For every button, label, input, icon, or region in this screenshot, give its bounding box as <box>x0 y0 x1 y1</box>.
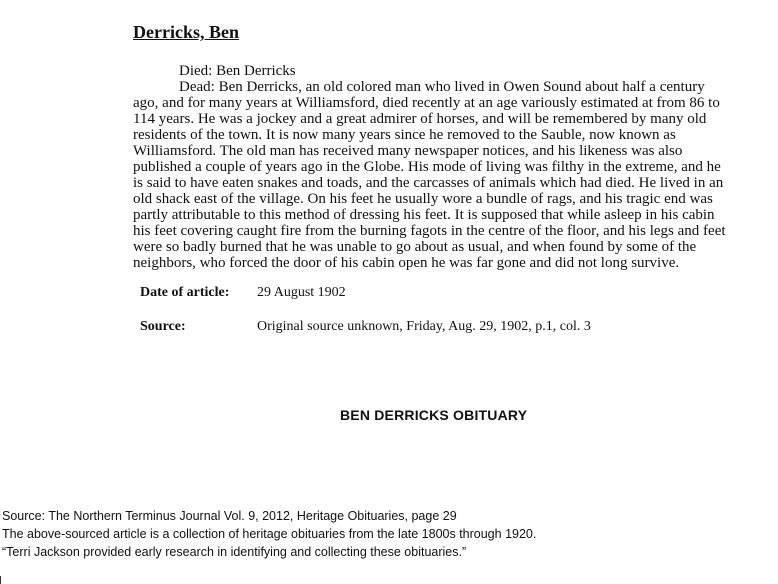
footer-notes <box>2 507 536 561</box>
footer-credit-line: “Terri Jackson provided early research in identifying and collecting these obituaries.” <box>2 545 467 559</box>
footer-source-line: Source: The Northern Terminus Journal Vol. 9, 2012, Heritage Obituaries, page 29 <box>2 509 457 523</box>
article-meta <box>133 285 733 353</box>
edge-divider <box>0 576 1 584</box>
image-caption: BEN DERRICKS OBITUARY <box>340 407 528 423</box>
footer-collection-line: The above-sourced article is a collection of heritage obituaries from the late 1800s through 1920. <box>2 527 537 541</box>
date-row <box>133 285 733 319</box>
obituary-document <box>133 20 733 353</box>
obituary-heading: Derricks, Ben <box>133 22 239 42</box>
date-label: Date of article: <box>140 285 230 300</box>
date-value: 29 August 1902 <box>257 285 346 300</box>
source-row <box>133 319 733 353</box>
source-label: Source: <box>140 319 186 334</box>
source-value: Original source unknown, Friday, Aug. 29, 1902, p.1, col. 3 <box>257 319 591 334</box>
obituary-body: Dead: Ben Derricks, an old colored man who lived in Owen Sound about half a century ago, and for many years at Williamsford, died recently at an age variously estimated at from 86 to 114 years. He was a jockey and a great admirer of horses, and will be remembered by many old residents of the town. It is now many years since he removed to the Sauble, now known as Williamsford. The old man has received many newspaper notices, and his likeness was also published a couple of years ago in the Globe. His mode of living was filthy in the extreme, and he is said to have eaten snakes and toads, and the carcasses of animals which had died. He lived in an old shack east of the village. On his feet he usually wore a bundle of rags, and his tragic end was partly attributable to this method of dressing his feet. It is supposed that while asleep in his cabin his feet covering caught fire from the burning fagots in the centre of the floor, and his legs and feet were so badly burned that he was unable to go about as usual, and when found by some of the neighbors, who forced the door of his cabin open he was far gone and did not long survive. <box>133 79 726 271</box>
died-line: Died: Ben Derricks <box>179 63 296 79</box>
